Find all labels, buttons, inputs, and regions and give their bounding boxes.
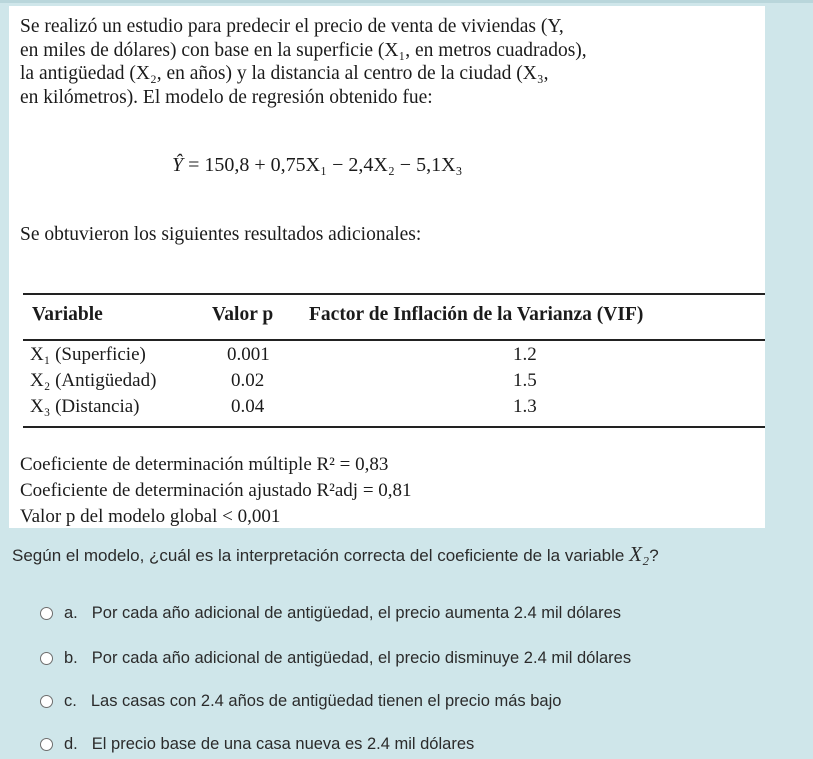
question-mark: ?: [649, 546, 659, 565]
option-a[interactable]: [40, 602, 621, 624]
intro-paragraph: [20, 15, 740, 109]
table-top-rule: [23, 293, 765, 295]
row-3-p: 0.04: [231, 396, 265, 417]
option-letter: a.: [64, 603, 78, 622]
radio-icon[interactable]: [40, 695, 53, 708]
intro-line-2: en miles de dólares) con base en la superficie (X₁, en metros cuadrados),: [20, 39, 587, 61]
option-b[interactable]: [40, 647, 631, 669]
option-letter: c.: [64, 691, 77, 710]
option-label: Por cada año adicional de antigüedad, el precio aumenta 2.4 mil dólares: [91, 603, 622, 622]
question-variable: X₂: [629, 542, 650, 566]
question-image: [9, 6, 765, 528]
header-vif: Factor de Inflación de la Varianza (VIF): [309, 304, 644, 325]
question-text: [12, 542, 659, 567]
option-d[interactable]: [40, 733, 474, 755]
option-letter: d.: [64, 734, 78, 753]
formula-rhs: = 150,8 + 0,75X₁ − 2,4X₂ − 5,1X₃: [188, 154, 463, 176]
radio-icon[interactable]: [40, 607, 53, 620]
top-border: [0, 0, 813, 3]
row-3-vif: 1.3: [513, 396, 537, 417]
header-variable: Variable: [32, 304, 103, 325]
stat-r2: Coeficiente de determinación múltiple R² = 0,83: [20, 454, 389, 475]
row-1-variable: X₁ (Superficie): [30, 344, 146, 365]
row-1-p: 0.001: [227, 344, 270, 365]
stat-p-global: Valor p del modelo global < 0,001: [20, 506, 281, 527]
radio-icon[interactable]: [40, 652, 53, 665]
question-body: Según el modelo, ¿cuál es la interpretación correcta del coeficiente de la variable: [12, 546, 630, 565]
option-label: Las casas con 2.4 años de antigüedad tienen el precio más bajo: [90, 691, 562, 710]
intro-line-1: Se realizó un estudio para predecir el precio de venta de viviendas (Y,: [20, 16, 564, 37]
regression-formula: [172, 154, 463, 177]
table-header-rule: [23, 339, 765, 341]
stat-r2-adjusted: Coeficiente de determinación ajustado R²adj = 0,81: [20, 480, 412, 501]
row-3-variable: X₃ (Distancia): [30, 396, 140, 417]
formula-lhs: Ŷ: [172, 154, 184, 176]
row-1-vif: 1.2: [513, 344, 537, 365]
intro-line-4: en kilómetros). El modelo de regresión obtenido fue:: [20, 86, 433, 108]
header-p-value: Valor p: [212, 304, 274, 325]
row-2-vif: 1.5: [513, 370, 537, 391]
option-label: Por cada año adicional de antigüedad, el precio disminuye 2.4 mil dólares: [91, 648, 632, 667]
row-2-p: 0.02: [231, 370, 265, 391]
intro-line-3: la antigüedad (X₂, en años) y la distancia al centro de la ciudad (X₃,: [20, 63, 549, 84]
row-2-variable: X₂ (Antigüedad): [30, 370, 157, 391]
option-label: El precio base de una casa nueva es 2.4 mil dólares: [91, 734, 475, 753]
option-letter: b.: [64, 648, 78, 667]
table-bottom-rule: [23, 426, 765, 428]
option-c[interactable]: [40, 690, 561, 712]
radio-icon[interactable]: [40, 738, 53, 751]
results-subtitle: Se obtuvieron los siguientes resultados adicionales:: [20, 224, 422, 245]
